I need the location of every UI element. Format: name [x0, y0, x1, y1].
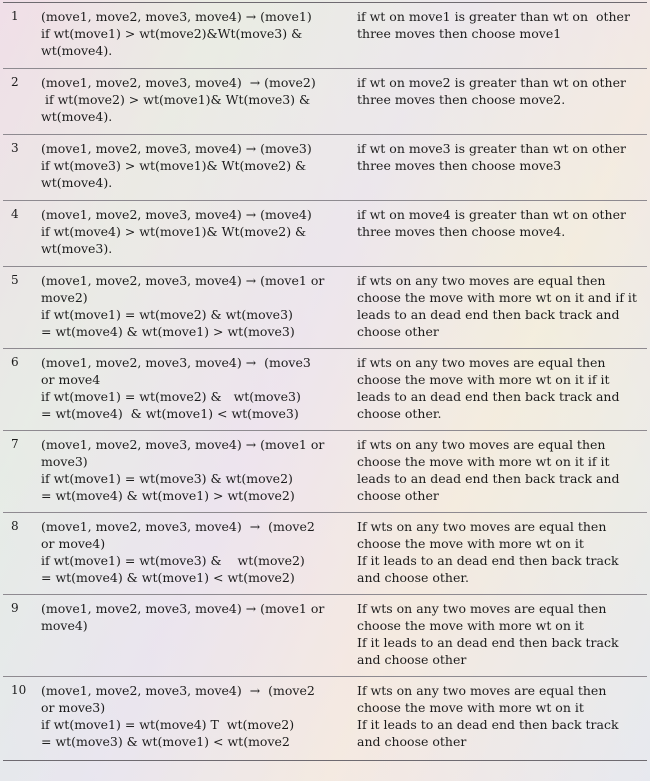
description-line: if wt on move2 is greater than wt on other: [357, 75, 626, 90]
table-row: [3, 431, 647, 513]
rule-number: 6: [3, 349, 37, 431]
description-line: and choose other.: [357, 570, 469, 585]
table-row: [3, 267, 647, 349]
rule-description: [355, 69, 647, 135]
rule-condition: [37, 201, 355, 267]
condition-line: move2): [41, 290, 88, 305]
rule-number: 4: [3, 201, 37, 267]
description-line: If wts on any two moves are equal then: [357, 519, 607, 534]
description-line: choose the move with more wt on it and if it: [357, 290, 637, 305]
description-line: leads to an dead end then back track and: [357, 307, 620, 322]
condition-line: if wt(move1) = wt(move3) & wt(move2): [41, 471, 293, 486]
description-line: three moves then choose move4.: [357, 224, 566, 239]
rule-description: [355, 595, 647, 677]
condition-line: if wt(move4) > wt(move1)& Wt(move2) &: [41, 224, 307, 239]
description-line: choose other: [357, 488, 439, 503]
description-line: If wts on any two moves are equal then: [357, 601, 607, 616]
condition-line: wt(move4).: [41, 175, 113, 190]
description-line: and choose other: [357, 734, 467, 749]
description-line: three moves then choose move2.: [357, 92, 566, 107]
condition-line: (move1, move2, move3, move4) → (move3): [41, 141, 312, 156]
description-line: If it leads to an dead end then back track: [357, 717, 619, 732]
condition-line: = wt(move4) & wt(move1) < wt(move2): [41, 570, 295, 585]
description-line: choose the move with more wt on it: [357, 700, 584, 715]
rule-number: 2: [3, 69, 37, 135]
rule-condition: [37, 513, 355, 595]
table-row: [3, 69, 647, 135]
rule-condition: [37, 3, 355, 69]
rule-number: 7: [3, 431, 37, 513]
condition-line: if wt(move1) = wt(move4) T wt(move2): [41, 717, 295, 732]
rule-condition: [37, 349, 355, 431]
description-line: If it leads to an dead end then back track: [357, 553, 619, 568]
condition-line: if wt(move1) = wt(move2) & wt(move3): [41, 307, 293, 322]
table-row: [3, 677, 647, 761]
condition-line: if wt(move3) > wt(move1)& Wt(move2) &: [41, 158, 307, 173]
rule-description: [355, 267, 647, 349]
description-line: choose other.: [357, 406, 442, 421]
description-line: choose the move with more wt on it: [357, 618, 584, 633]
rule-number: 1: [3, 3, 37, 69]
condition-line: = wt(move4) & wt(move1) > wt(move3): [41, 324, 295, 339]
condition-line: wt(move3).: [41, 241, 113, 256]
description-line: if wts on any two moves are equal then: [357, 273, 606, 288]
condition-line: (move1, move2, move3, move4) → (move2: [41, 519, 315, 534]
description-line: if wts on any two moves are equal then: [357, 355, 606, 370]
condition-line: (move1, move2, move3, move4) → (move1 or: [41, 601, 325, 616]
condition-line: move3): [41, 454, 88, 469]
condition-line: if wt(move2) > wt(move1)& Wt(move3) &: [41, 92, 311, 107]
rule-condition: [37, 69, 355, 135]
rule-description: [355, 201, 647, 267]
rule-description: [355, 349, 647, 431]
rule-number: 3: [3, 135, 37, 201]
description-line: if wt on move3 is greater than wt on other: [357, 141, 626, 156]
description-line: three moves then choose move1: [357, 26, 562, 41]
description-line: and choose other: [357, 652, 467, 667]
condition-line: (move1, move2, move3, move4) → (move2): [41, 75, 316, 90]
description-line: if wt on move4 is greater than wt on other: [357, 207, 626, 222]
condition-line: (move1, move2, move3, move4) → (move3: [41, 355, 311, 370]
description-line: choose the move with more wt on it: [357, 536, 584, 551]
rule-description: [355, 513, 647, 595]
description-line: If it leads to an dead end then back track: [357, 635, 619, 650]
condition-line: (move1, move2, move3, move4) → (move1 or: [41, 437, 325, 452]
table-row: [3, 201, 647, 267]
condition-line: if wt(move1) = wt(move3) & wt(move2): [41, 553, 305, 568]
rule-condition: [37, 431, 355, 513]
condition-line: (move1, move2, move3, move4) → (move4): [41, 207, 312, 222]
rule-condition: [37, 595, 355, 677]
move-selection-rules-table: [3, 2, 647, 761]
condition-line: (move1, move2, move3, move4) → (move1): [41, 9, 312, 24]
description-line: leads to an dead end then back track and: [357, 389, 620, 404]
condition-line: = wt(move4) & wt(move1) > wt(move2): [41, 488, 295, 503]
rule-number: 8: [3, 513, 37, 595]
condition-line: or move3): [41, 700, 106, 715]
description-line: choose the move with more wt on it if it: [357, 372, 610, 387]
table-row: [3, 135, 647, 201]
rule-number: 10: [3, 677, 37, 761]
condition-line: (move1, move2, move3, move4) → (move2: [41, 683, 315, 698]
rule-description: [355, 431, 647, 513]
condition-line: = wt(move4) & wt(move1) < wt(move3): [41, 406, 299, 421]
condition-line: move4): [41, 618, 88, 633]
description-line: if wts on any two moves are equal then: [357, 437, 606, 452]
description-line: If wts on any two moves are equal then: [357, 683, 607, 698]
condition-line: (move1, move2, move3, move4) → (move1 or: [41, 273, 325, 288]
rule-number: 5: [3, 267, 37, 349]
table-row: [3, 513, 647, 595]
rule-description: [355, 677, 647, 761]
condition-line: or move4: [41, 372, 101, 387]
condition-line: or move4): [41, 536, 106, 551]
condition-line: wt(move4).: [41, 43, 113, 58]
description-line: leads to an dead end then back track and: [357, 471, 620, 486]
rule-description: [355, 135, 647, 201]
table-row: [3, 3, 647, 69]
condition-line: if wt(move1) = wt(move2) & wt(move3): [41, 389, 301, 404]
rule-number: 9: [3, 595, 37, 677]
rule-description: [355, 3, 647, 69]
rule-condition: [37, 267, 355, 349]
table-row: [3, 595, 647, 677]
rule-condition: [37, 677, 355, 761]
description-line: if wt on move1 is greater than wt on other: [357, 9, 630, 24]
condition-line: = wt(move3) & wt(move1) < wt(move2: [41, 734, 290, 749]
description-line: choose other: [357, 324, 439, 339]
description-line: choose the move with more wt on it if it: [357, 454, 610, 469]
description-line: three moves then choose move3: [357, 158, 562, 173]
rule-condition: [37, 135, 355, 201]
condition-line: wt(move4).: [41, 109, 113, 124]
condition-line: if wt(move1) > wt(move2)&Wt(move3) &: [41, 26, 303, 41]
table-row: [3, 349, 647, 431]
